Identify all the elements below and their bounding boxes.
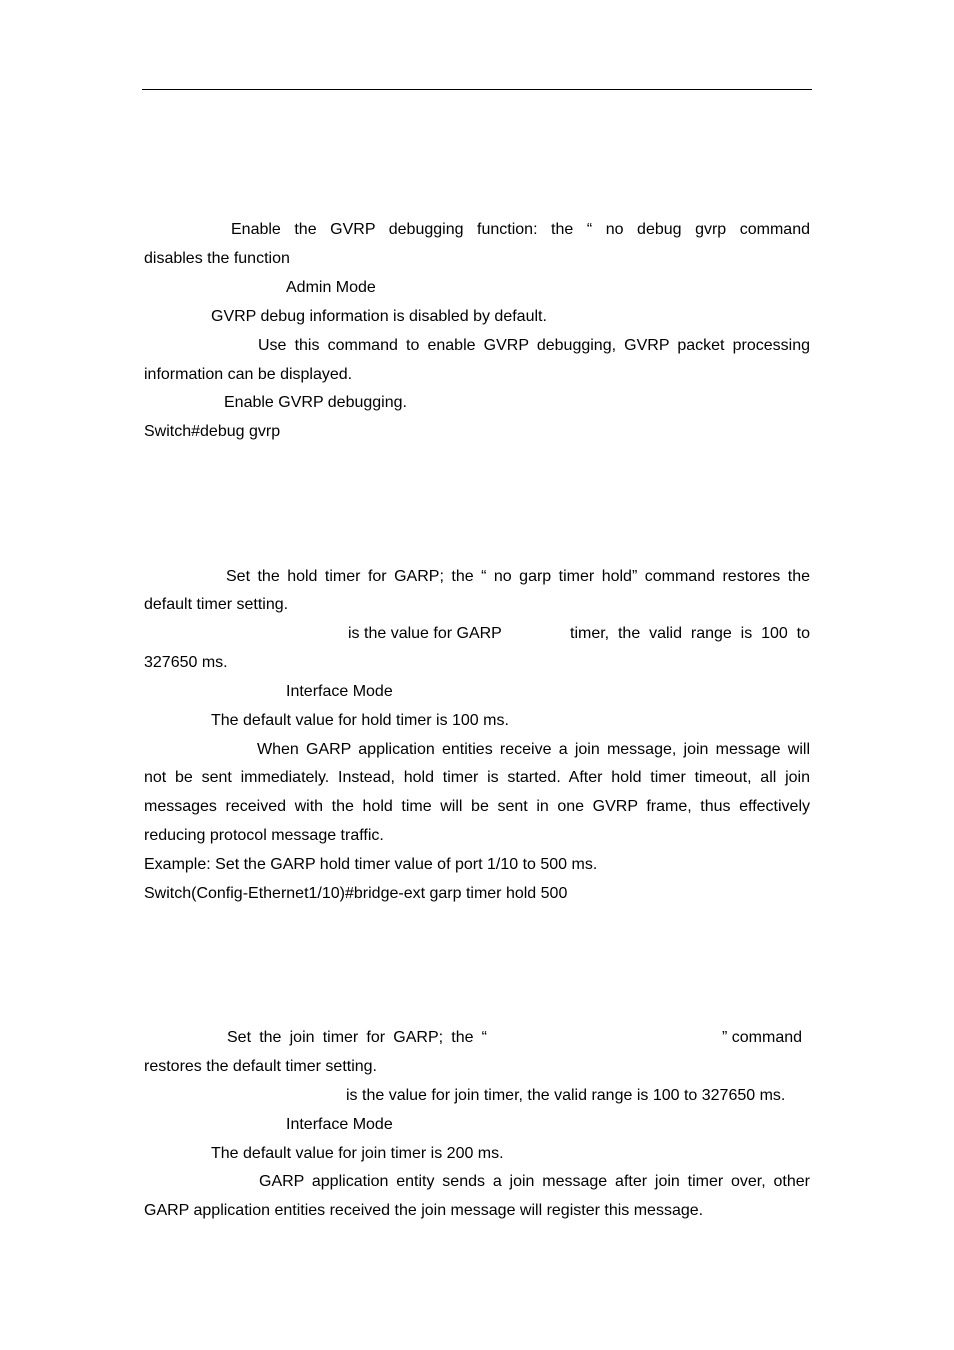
command-mode: Interface Mode: [286, 683, 393, 700]
parameter-text: is the value for join timer, the valid range is 100 to 327650 ms.: [346, 1087, 786, 1104]
usage-guide-line: GARP application entity sends a join message after join timer over, other: [259, 1173, 810, 1190]
default-value: The default value for hold timer is 100 ms.: [211, 712, 509, 729]
parameter-text: is the value for GARP: [348, 625, 502, 642]
description-line: ” command: [722, 1029, 803, 1046]
description-line: disables the function: [144, 250, 290, 267]
command-mode: Interface Mode: [286, 1116, 393, 1133]
usage-guide-line: Use this command to enable GVRP debugging, GVRP packet processing: [258, 337, 810, 354]
command-mode: Admin Mode: [286, 279, 376, 296]
usage-guide-line: When GARP application entities receive a join message, join message will: [257, 741, 810, 758]
description-line: default timer setting.: [144, 596, 289, 613]
usage-guide-line: information can be displayed.: [144, 366, 353, 383]
description-line: Set the join timer for GARP; the “: [227, 1029, 487, 1046]
description-line: Enable the GVRP debugging function: the “ no debug gvrp command: [231, 221, 810, 238]
description-line: restores the default timer setting.: [144, 1058, 377, 1075]
example-text: Example: Set the GARP hold timer value of port 1/10 to 500 ms.: [144, 856, 598, 873]
usage-guide-line: GARP application entities received the join message will register this message.: [144, 1202, 704, 1219]
parameter-text: 327650 ms.: [144, 654, 228, 671]
example-command: Switch(Config-Ethernet1/10)#bridge-ext garp timer hold 500: [144, 885, 568, 902]
default-value: The default value for join timer is 200 ms.: [211, 1145, 504, 1162]
parameter-text: timer, the valid range is 100 to: [570, 625, 810, 642]
usage-guide-line: not be sent immediately. Instead, hold timer is started. After hold timer timeout, all join: [144, 769, 810, 786]
usage-guide-line: reducing protocol message traffic.: [144, 827, 384, 844]
usage-guide-line: messages received with the hold time will be sent in one GVRP frame, thus effectively: [144, 798, 810, 815]
example-command: Switch#debug gvrp: [144, 423, 281, 440]
default-value: GVRP debug information is disabled by default.: [211, 308, 547, 325]
example-text: Enable GVRP debugging.: [224, 394, 407, 411]
description-line: Set the hold timer for GARP; the “ no garp timer hold” command restores the: [226, 568, 810, 585]
header-rule: [142, 89, 812, 90]
